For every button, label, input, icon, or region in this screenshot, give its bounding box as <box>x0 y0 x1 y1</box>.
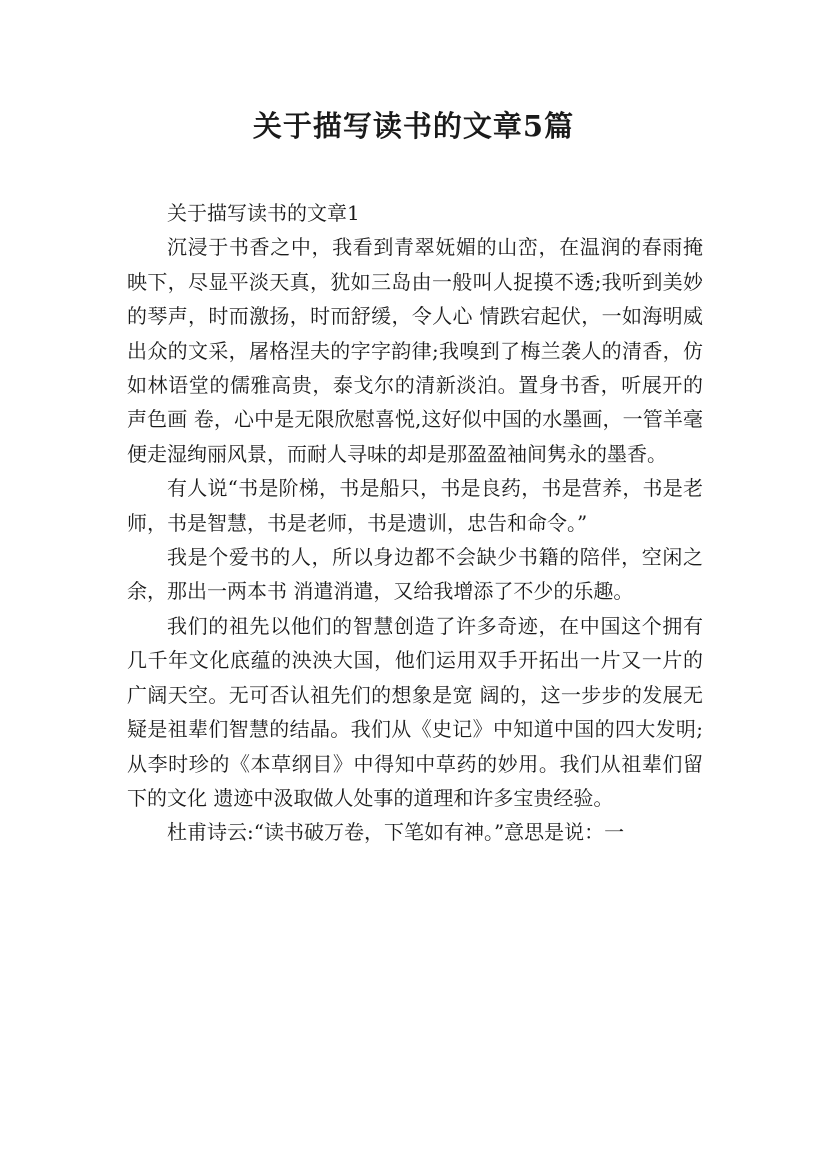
section-heading: 关于描写读书的文章1 <box>167 201 360 225</box>
document-title: 关于描写读书的文章5篇 <box>252 109 575 143</box>
paragraph: 沉浸于书香之中，我看到青翠妩媚的山峦，在温润的春雨掩映下，尽显平淡天真，犹如三岛由一般叫人捉摸不透;我听到美妙的琴声，时而激扬，时而舒缓，令人心 情跌宕起伏，一如海明威出众的文采，屠格涅夫的字字韵律;我嗅到了梅兰袭人的清香，仿如林语堂的儒雅高贵，泰戈尔的清新淡泊。置身书香，听展开的声色画 卷，心中是无限欣慰喜悦,这好似中国的水墨画，一管羊毫便走湿绚丽风景，而耐人寻味的却是那盈盈袖间隽永的墨香。 <box>127 235 703 466</box>
document-body <box>127 196 703 850</box>
paragraph: 我们的祖先以他们的智慧创造了许多奇迹，在中国这个拥有几千年文化底蕴的泱泱大国，他们运用双手开拓出一片又一片的广阔天空。无可否认祖先们的想象是宽 阔的，这一步步的发展无疑是祖辈们智慧的结晶。我们从《史记》中知道中国的四大发明;从李时珍的《本草纲目》中得知中草药的妙用。我们从祖辈们留下的文化 遗迹中汲取做人处事的道理和许多宝贵经验。 <box>127 613 703 810</box>
paragraph: 杜甫诗云:“读书破万卷，下笔如有神。”意思是说：一 <box>167 820 625 845</box>
paragraph: 有人说“书是阶梯，书是船只，书是良药，书是营养，书是老师，书是智慧，书是老师，书是遗训，忠告和命令。” <box>127 476 703 535</box>
paragraph: 我是个爱书的人，所以身边都不会缺少书籍的陪伴，空闲之余，那出一两本书 消遣消遣，又给我增添了不少的乐趣。 <box>127 545 703 604</box>
